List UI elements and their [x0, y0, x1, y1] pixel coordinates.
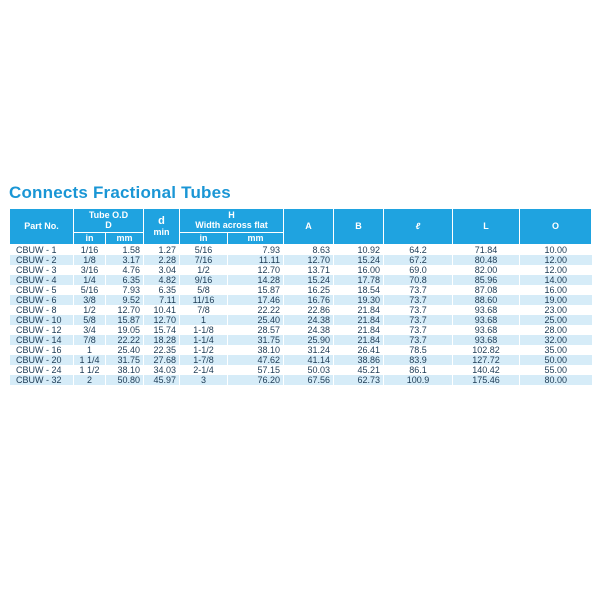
- cell-d-min: 1.27: [144, 245, 180, 256]
- cell-h-mm: 47.62: [228, 355, 284, 365]
- header-o: O: [520, 209, 592, 245]
- cell-a: 16.25: [284, 285, 334, 295]
- cell-a: 50.03: [284, 365, 334, 375]
- cell-l-small: 73.7: [384, 295, 453, 305]
- cell-o: 25.00: [520, 315, 592, 325]
- cell-d-min: 7.11: [144, 295, 180, 305]
- cell-o: 50.00: [520, 355, 592, 365]
- cell-h-mm: 57.15: [228, 365, 284, 375]
- cell-d-min: 10.41: [144, 305, 180, 315]
- cell-o: 16.00: [520, 285, 592, 295]
- cell-part-no: CBUW - 16: [10, 345, 74, 355]
- cell-d-min: 15.74: [144, 325, 180, 335]
- cell-b: 15.24: [334, 255, 384, 265]
- cell-h-mm: 25.40: [228, 315, 284, 325]
- cell-b: 62.73: [334, 375, 384, 385]
- table-row: [10, 375, 592, 385]
- cell-l: 87.08: [453, 285, 520, 295]
- table-row: [10, 335, 592, 345]
- header-l-italic: ℓ: [384, 209, 453, 245]
- header-tube-in: in: [74, 233, 106, 245]
- cell-b: 38.86: [334, 355, 384, 365]
- cell-h-in: 1-1/8: [180, 325, 228, 335]
- cell-d-min: 2.28: [144, 255, 180, 265]
- cell-b: 21.84: [334, 315, 384, 325]
- cell-tube-mm: 22.22: [106, 335, 144, 345]
- header-b: B: [334, 209, 384, 245]
- cell-d-min: 34.03: [144, 365, 180, 375]
- cell-tube-mm: 31.75: [106, 355, 144, 365]
- header-a: A: [284, 209, 334, 245]
- cell-tube-in: 1/2: [74, 305, 106, 315]
- table-row: [10, 275, 592, 285]
- table-row: [10, 365, 592, 375]
- cell-b: 16.00: [334, 265, 384, 275]
- table-row: [10, 305, 592, 315]
- cell-o: 23.00: [520, 305, 592, 315]
- cell-h-mm: 76.20: [228, 375, 284, 385]
- cell-o: 80.00: [520, 375, 592, 385]
- cell-l-small: 73.7: [384, 285, 453, 295]
- cell-d-min: 27.68: [144, 355, 180, 365]
- cell-tube-mm: 38.10: [106, 365, 144, 375]
- header-h-mm: mm: [228, 233, 284, 245]
- cell-h-mm: 15.87: [228, 285, 284, 295]
- cell-l: 82.00: [453, 265, 520, 275]
- cell-tube-in: 5/8: [74, 315, 106, 325]
- cell-a: 16.76: [284, 295, 334, 305]
- cell-d-min: 4.82: [144, 275, 180, 285]
- cell-b: 17.78: [334, 275, 384, 285]
- cell-h-mm: 22.22: [228, 305, 284, 315]
- cell-h-in: 5/8: [180, 285, 228, 295]
- cell-o: 28.00: [520, 325, 592, 335]
- cell-o: 55.00: [520, 365, 592, 375]
- cell-a: 24.38: [284, 315, 334, 325]
- header-h-width: H Width across flat: [180, 209, 284, 233]
- cell-tube-mm: 19.05: [106, 325, 144, 335]
- cell-part-no: CBUW - 12: [10, 325, 74, 335]
- cell-tube-in: 1/8: [74, 255, 106, 265]
- table-row: [10, 265, 592, 275]
- cell-part-no: CBUW - 24: [10, 365, 74, 375]
- cell-tube-in: 2: [74, 375, 106, 385]
- cell-tube-mm: 6.35: [106, 275, 144, 285]
- table-row: [10, 325, 592, 335]
- header-h-in: in: [180, 233, 228, 245]
- cell-h-mm: 38.10: [228, 345, 284, 355]
- cell-l: 71.84: [453, 245, 520, 256]
- cell-h-in: 7/16: [180, 255, 228, 265]
- cell-tube-in: 3/8: [74, 295, 106, 305]
- cell-h-mm: 17.46: [228, 295, 284, 305]
- cell-part-no: CBUW - 8: [10, 305, 74, 315]
- cell-l: 140.42: [453, 365, 520, 375]
- cell-l: 102.82: [453, 345, 520, 355]
- cell-d-min: 18.28: [144, 335, 180, 345]
- cell-h-in: 9/16: [180, 275, 228, 285]
- cell-part-no: CBUW - 2: [10, 255, 74, 265]
- cell-l-small: 100.9: [384, 375, 453, 385]
- cell-part-no: CBUW - 1: [10, 245, 74, 256]
- cell-d-min: 45.97: [144, 375, 180, 385]
- header-tube-od: Tube O.D D: [74, 209, 144, 233]
- table-row: [10, 345, 592, 355]
- cell-h-in: 1-1/2: [180, 345, 228, 355]
- cell-h-in: 2-1/4: [180, 365, 228, 375]
- cell-d-min: 6.35: [144, 285, 180, 295]
- table-row: [10, 285, 592, 295]
- cell-a: 15.24: [284, 275, 334, 285]
- cell-l: 93.68: [453, 305, 520, 315]
- cell-d-min: 22.35: [144, 345, 180, 355]
- cell-h-in: 3: [180, 375, 228, 385]
- cell-h-mm: 11.11: [228, 255, 284, 265]
- cell-l: 85.96: [453, 275, 520, 285]
- table-title: Connects Fractional Tubes: [9, 183, 231, 202]
- cell-o: 32.00: [520, 335, 592, 345]
- cell-d-min: 3.04: [144, 265, 180, 275]
- table-row: [10, 355, 592, 365]
- table-row: [10, 255, 592, 265]
- cell-tube-in: 3/16: [74, 265, 106, 275]
- cell-tube-in: 7/8: [74, 335, 106, 345]
- cell-b: 21.84: [334, 335, 384, 345]
- cell-part-no: CBUW - 6: [10, 295, 74, 305]
- header-d-min: d min: [144, 209, 180, 245]
- cell-b: 10.92: [334, 245, 384, 256]
- cell-tube-mm: 9.52: [106, 295, 144, 305]
- cell-tube-mm: 12.70: [106, 305, 144, 315]
- cell-b: 45.21: [334, 365, 384, 375]
- cell-tube-mm: 1.58: [106, 245, 144, 256]
- cell-part-no: CBUW - 4: [10, 275, 74, 285]
- cell-b: 21.84: [334, 325, 384, 335]
- cell-h-mm: 12.70: [228, 265, 284, 275]
- cell-l-small: 67.2: [384, 255, 453, 265]
- cell-tube-mm: 25.40: [106, 345, 144, 355]
- header-part-no: Part No.: [10, 209, 74, 245]
- table-row: [10, 295, 592, 305]
- cell-a: 31.24: [284, 345, 334, 355]
- cell-l-small: 83.9: [384, 355, 453, 365]
- cell-h-in: 1-7/8: [180, 355, 228, 365]
- cell-h-mm: 28.57: [228, 325, 284, 335]
- cell-l: 175.46: [453, 375, 520, 385]
- header-tube-mm: mm: [106, 233, 144, 245]
- cell-b: 18.54: [334, 285, 384, 295]
- cell-part-no: CBUW - 10: [10, 315, 74, 325]
- cell-a: 25.90: [284, 335, 334, 345]
- cell-l-small: 73.7: [384, 335, 453, 345]
- cell-tube-in: 1 1/2: [74, 365, 106, 375]
- cell-b: 26.41: [334, 345, 384, 355]
- cell-part-no: CBUW - 32: [10, 375, 74, 385]
- cell-part-no: CBUW - 14: [10, 335, 74, 345]
- cell-h-in: 1-1/4: [180, 335, 228, 345]
- table-row: [10, 315, 592, 325]
- cell-l-small: 69.0: [384, 265, 453, 275]
- cell-l: 93.68: [453, 325, 520, 335]
- cell-tube-in: 1: [74, 345, 106, 355]
- cell-a: 24.38: [284, 325, 334, 335]
- cell-b: 19.30: [334, 295, 384, 305]
- cell-tube-in: 1/4: [74, 275, 106, 285]
- cell-h-mm: 31.75: [228, 335, 284, 345]
- cell-l-small: 86.1: [384, 365, 453, 375]
- cell-tube-in: 1/16: [74, 245, 106, 256]
- cell-h-in: 1: [180, 315, 228, 325]
- cell-a: 8.63: [284, 245, 334, 256]
- cell-l: 88.60: [453, 295, 520, 305]
- cell-l: 93.68: [453, 315, 520, 325]
- cell-l: 93.68: [453, 335, 520, 345]
- cell-h-in: 5/16: [180, 245, 228, 256]
- header-l: L: [453, 209, 520, 245]
- cell-l-small: 64.2: [384, 245, 453, 256]
- cell-d-min: 12.70: [144, 315, 180, 325]
- cell-a: 41.14: [284, 355, 334, 365]
- cell-part-no: CBUW - 5: [10, 285, 74, 295]
- cell-a: 22.86: [284, 305, 334, 315]
- cell-o: 35.00: [520, 345, 592, 355]
- cell-part-no: CBUW - 3: [10, 265, 74, 275]
- cell-h-in: 7/8: [180, 305, 228, 315]
- cell-tube-mm: 50.80: [106, 375, 144, 385]
- cell-l: 127.72: [453, 355, 520, 365]
- cell-b: 21.84: [334, 305, 384, 315]
- cell-o: 12.00: [520, 255, 592, 265]
- cell-tube-mm: 15.87: [106, 315, 144, 325]
- cell-l: 80.48: [453, 255, 520, 265]
- cell-a: 12.70: [284, 255, 334, 265]
- cell-tube-in: 5/16: [74, 285, 106, 295]
- cell-l-small: 73.7: [384, 325, 453, 335]
- cell-a: 67.56: [284, 375, 334, 385]
- cell-h-mm: 7.93: [228, 245, 284, 256]
- cell-o: 19.00: [520, 295, 592, 305]
- cell-tube-mm: 3.17: [106, 255, 144, 265]
- cell-h-mm: 14.28: [228, 275, 284, 285]
- cell-h-in: 1/2: [180, 265, 228, 275]
- cell-h-in: 11/16: [180, 295, 228, 305]
- cell-part-no: CBUW - 20: [10, 355, 74, 365]
- cell-l-small: 70.8: [384, 275, 453, 285]
- cell-a: 13.71: [284, 265, 334, 275]
- table-row: [10, 245, 592, 256]
- spec-table: [9, 208, 592, 385]
- cell-o: 14.00: [520, 275, 592, 285]
- cell-o: 12.00: [520, 265, 592, 275]
- cell-l-small: 73.7: [384, 315, 453, 325]
- cell-tube-mm: 7.93: [106, 285, 144, 295]
- cell-l-small: 78.5: [384, 345, 453, 355]
- cell-tube-in: 1 1/4: [74, 355, 106, 365]
- cell-o: 10.00: [520, 245, 592, 256]
- cell-l-small: 73.7: [384, 305, 453, 315]
- cell-tube-in: 3/4: [74, 325, 106, 335]
- cell-tube-mm: 4.76: [106, 265, 144, 275]
